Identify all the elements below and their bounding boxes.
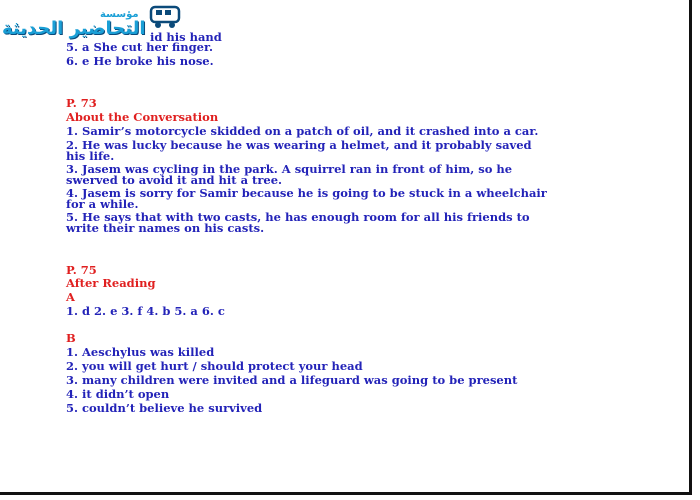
page-75-label: P. 75: [66, 263, 97, 277]
p73-item: for a while.: [66, 197, 139, 211]
section-b-answer: 2. you will get hurt / should protect your head: [66, 359, 363, 373]
p73-item: his life.: [66, 149, 115, 163]
section-a-label: A: [66, 290, 75, 304]
logo-subtitle: مؤسسة: [100, 9, 139, 20]
logo-title: التحاضير الحديثة: [2, 18, 146, 39]
answer-line-5: 5. a She cut her finger.: [66, 40, 213, 54]
answer-line-4-partial: id his hand: [150, 30, 222, 44]
section-a-answers: 1. d 2. e 3. f 4. b 5. a 6. c: [66, 304, 225, 318]
about-conversation-heading: About the Conversation: [66, 110, 219, 124]
section-b-answer: 5. couldn’t believe he survived: [66, 401, 263, 415]
bus-icon: [148, 4, 182, 30]
answer-line-6: 6. e He broke his nose.: [66, 54, 214, 68]
section-b-answer: 3. many children were invited and a lifeguard was going to be present: [66, 373, 518, 387]
p73-item: 3. Jasem was cycling in the park. A squirrel ran in front of him, so he: [66, 162, 513, 176]
p73-item: swerved to avoid it and hit a tree.: [66, 173, 283, 187]
p73-item: 4. Jasem is sorry for Samir because he is going to be stuck in a wheelchair: [66, 186, 547, 200]
page-73-label: P. 73: [66, 96, 97, 110]
p73-item: write their names on his casts.: [66, 221, 265, 235]
section-b-answer: 1. Aeschylus was killed: [66, 345, 215, 359]
after-reading-heading: After Reading: [66, 276, 156, 290]
p73-item: 2. He was lucky because he was wearing a helmet, and it probably saved: [66, 138, 532, 152]
section-b-answer: 4. it didn’t open: [66, 387, 170, 401]
p73-item: 5. He says that with two casts, he has enough room for all his friends to: [66, 210, 530, 224]
section-b-label: B: [66, 331, 76, 345]
p73-item: 1. Samir’s motorcycle skidded on a patch of oil, and it crashed into a car.: [66, 124, 539, 138]
